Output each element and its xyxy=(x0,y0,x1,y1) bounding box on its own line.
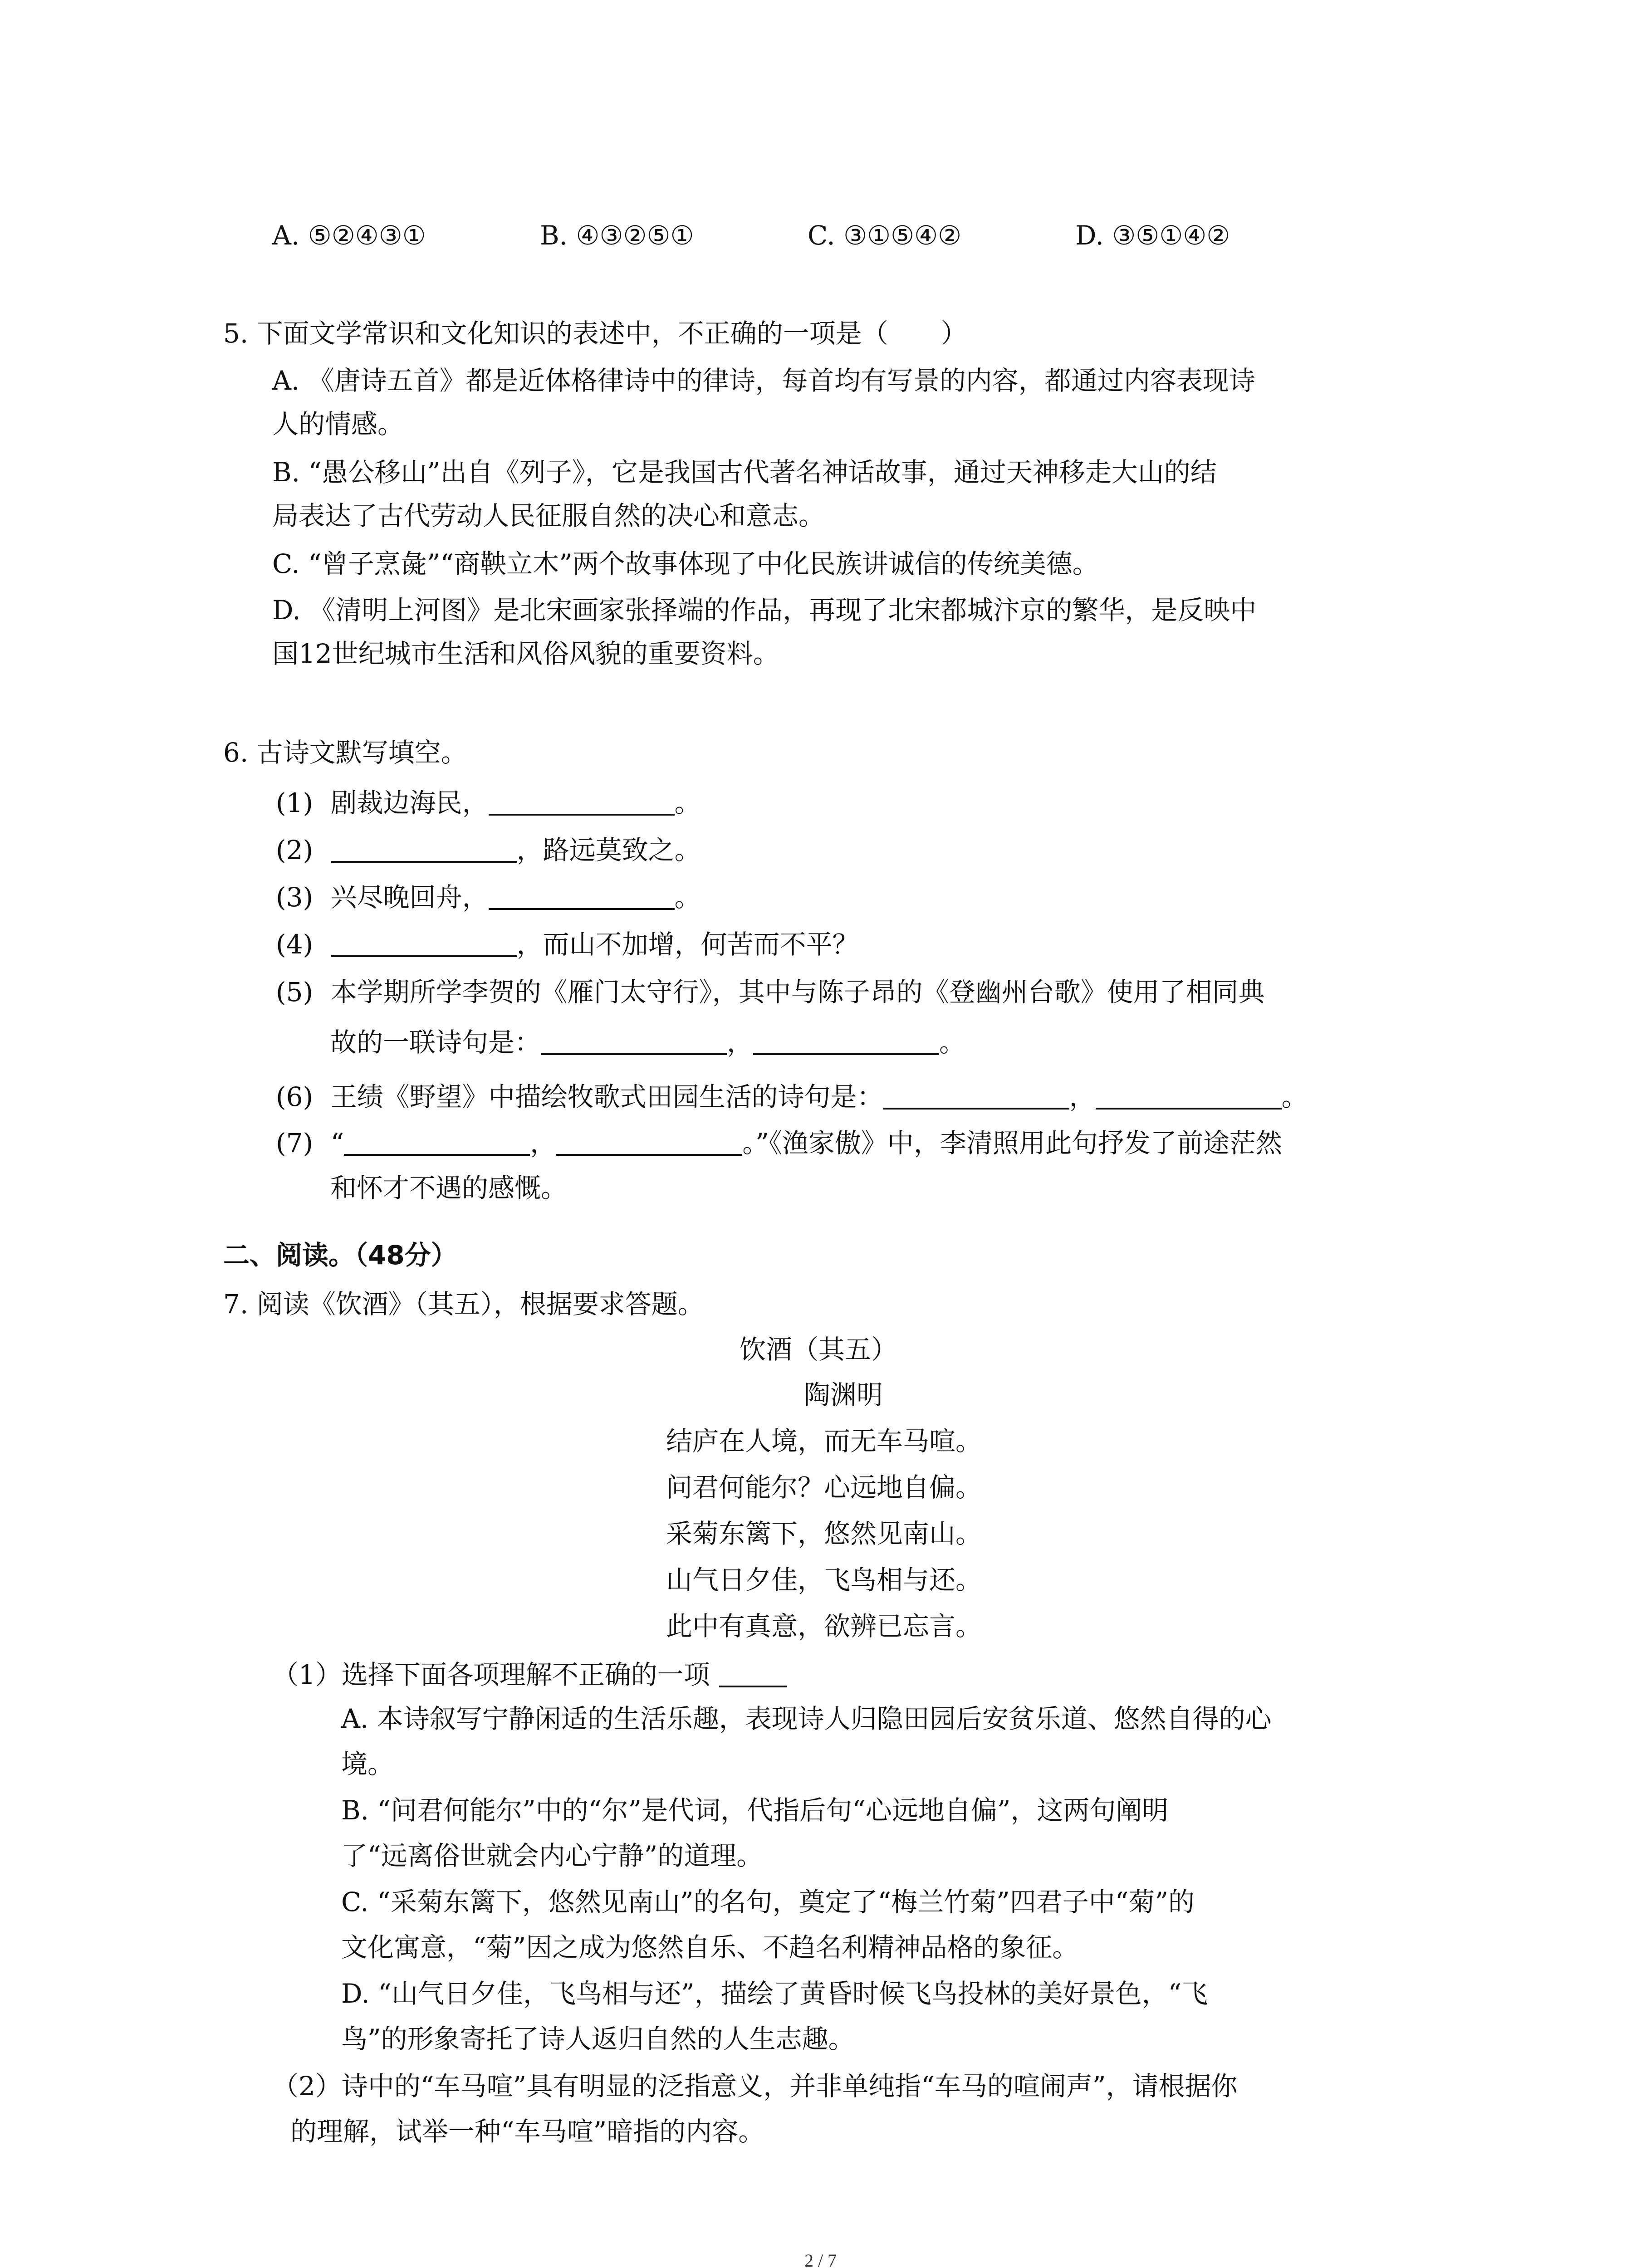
answer-blank-2[interactable] xyxy=(753,1027,939,1055)
item-number: (4) xyxy=(276,929,314,960)
answer-blank[interactable] xyxy=(719,1659,787,1687)
q7-option-d-cont: 鸟”的形象寄托了诗人返归自然的人生志趣。 xyxy=(341,2024,855,2054)
q5-option-d: D. 《清明上河图》是北宋画家张择端的作品，再现了北宋都城汴京的繁华，是反映中 xyxy=(272,595,1257,626)
item-number: (2) xyxy=(276,835,314,865)
q6-item-3 xyxy=(276,882,701,913)
q7-sub1 xyxy=(272,1659,787,1688)
item-text-end: 。 xyxy=(1281,1081,1308,1112)
item-text: 王绩《野望》中描绘牧歌式田园生活的诗句是： xyxy=(330,1081,883,1112)
q4-option-a: A. ⑤②④③① xyxy=(272,220,426,251)
answer-blank-1[interactable] xyxy=(344,1128,530,1156)
q5-stem: 5. 下面文学常识和文化知识的表述中，不正确的一项是（ ） xyxy=(223,318,967,349)
q6-item-7-cont: 和怀才不遇的感慨。 xyxy=(330,1173,568,1203)
answer-blank[interactable] xyxy=(331,835,517,863)
item-text: 本学期所学李贺的《雁门太守行》，其中与陈子昂的《登幽州台歌》使用了相同典 xyxy=(330,977,1265,1007)
section-heading: 二、阅读。（48分） xyxy=(223,1240,457,1271)
poem-line: 问君何能尔？心远地自偏。 xyxy=(666,1472,982,1503)
item-separator: ， xyxy=(530,1128,557,1158)
answer-blank-2[interactable] xyxy=(1096,1081,1282,1110)
q6-item-2 xyxy=(276,835,701,863)
item-text-end: ，而山不加增，何苦而不平？ xyxy=(516,929,859,960)
q7-option-a-cont: 境。 xyxy=(341,1749,394,1779)
item-text-end: ，路远莫致之。 xyxy=(516,835,701,865)
q7-option-c-cont: 文化寓意，“菊”因之成为悠然自乐、不趋名利精神品格的象征。 xyxy=(341,1932,1079,1963)
item-separator: ， xyxy=(727,1027,754,1058)
answer-blank[interactable] xyxy=(489,787,675,816)
q6-item-4 xyxy=(276,929,859,958)
poem-line: 此中有真意，欲辨已忘言。 xyxy=(666,1611,982,1642)
item-text: 兴尽晚回舟， xyxy=(330,882,489,913)
poem-author: 陶渊明 xyxy=(804,1379,883,1410)
item-separator: ， xyxy=(1069,1081,1096,1112)
answer-blank[interactable] xyxy=(331,929,517,957)
page-number: 2 / 7 xyxy=(804,2250,837,2268)
answer-blank-1[interactable] xyxy=(883,1081,1069,1110)
q5-option-a: A. 《唐诗五首》都是近体格律诗中的律诗，每首均有写景的内容，都通过内容表现诗 xyxy=(272,365,1255,396)
q7-stem: 7. 阅读《饮酒》（其五），根据要求答题。 xyxy=(223,1289,704,1320)
item-number: (5) xyxy=(276,977,314,1007)
answer-blank[interactable] xyxy=(489,882,675,910)
q7-sub2: （2）诗中的“车马喧”具有明显的泛指意义，并非单纯指“车马的喧闹声”，请根据你 xyxy=(272,2071,1238,2102)
q5-option-c: C. “曾子烹彘”“商鞅立木”两个故事体现了中化民族讲诚信的传统美德。 xyxy=(272,548,1099,579)
answer-blank-1[interactable] xyxy=(541,1027,727,1055)
answer-blank-2[interactable] xyxy=(556,1128,742,1156)
poem-line: 结庐在人境，而无车马喧。 xyxy=(666,1426,982,1457)
q7-option-b-cont: 了“远离俗世就会内心宁静”的道理。 xyxy=(341,1840,763,1871)
q4-option-c: C. ③①⑤④② xyxy=(808,220,962,251)
item-number: (6) xyxy=(276,1081,314,1112)
item-number: (7) xyxy=(276,1128,314,1158)
q6-item-5-cont xyxy=(330,1027,965,1056)
sub-question-text: （1）选择下面各项理解不正确的一项 xyxy=(272,1659,710,1690)
q7-option-d: D. “山气日夕佳，飞鸟相与还”，描绘了黄昏时候飞鸟投林的美好景色，“飞 xyxy=(341,1978,1208,2009)
q4-option-d: D. ③⑤①④② xyxy=(1075,220,1230,251)
q5-option-d-cont: 国12世纪城市生活和风俗风貌的重要资料。 xyxy=(272,638,779,669)
item-number: (3) xyxy=(276,882,314,913)
item-text-end: 。 xyxy=(674,882,701,913)
q6-item-1 xyxy=(276,787,701,816)
poem-line: 采菊东篱下，悠然见南山。 xyxy=(666,1518,982,1549)
q7-option-a: A. 本诗叙写宁静闲适的生活乐趣，表现诗人归隐田园后安贫乐道、悠然自得的心 xyxy=(341,1703,1272,1734)
q5-option-b-cont: 局表达了古代劳动人民征服自然的决心和意志。 xyxy=(272,500,825,531)
poem-line: 山气日夕佳，飞鸟相与还。 xyxy=(666,1564,982,1595)
item-text-end: 。”《渔家傲》中，李清照用此句抒发了前途茫然 xyxy=(742,1128,1282,1158)
q6-item-6 xyxy=(276,1081,1308,1110)
poem-title: 饮酒（其五） xyxy=(740,1334,898,1365)
q4-option-b: B. ④③②⑤① xyxy=(540,220,694,251)
q6-stem: 6. 古诗文默写填空。 xyxy=(223,737,467,768)
q5-option-b: B. “愚公移山”出自《列子》，它是我国古代著名神话故事，通过天神移走大山的结 xyxy=(272,457,1217,488)
item-number: (1) xyxy=(276,787,314,818)
q6-item-5 xyxy=(276,979,1265,1005)
item-text: “ xyxy=(330,1128,344,1158)
item-text: 故的一联诗句是： xyxy=(330,1027,541,1058)
item-text-end: 。 xyxy=(939,1027,966,1058)
q5-option-a-cont: 人的情感。 xyxy=(272,409,404,440)
q6-item-7 xyxy=(276,1128,1282,1156)
item-text-end: 。 xyxy=(674,787,701,818)
q7-option-b: B. “问君何能尔”中的“尔”是代词，代指后句“心远地自偏”，这两句阐明 xyxy=(341,1795,1169,1826)
item-text: 剧裁边海民， xyxy=(330,787,489,818)
q7-sub2-cont: 的理解，试举一种“车马喧”暗指的内容。 xyxy=(290,2116,765,2147)
q7-option-c: C. “采菊东篱下，悠然见南山”的名句，奠定了“梅兰竹菊”四君子中“菊”的 xyxy=(341,1887,1195,1917)
